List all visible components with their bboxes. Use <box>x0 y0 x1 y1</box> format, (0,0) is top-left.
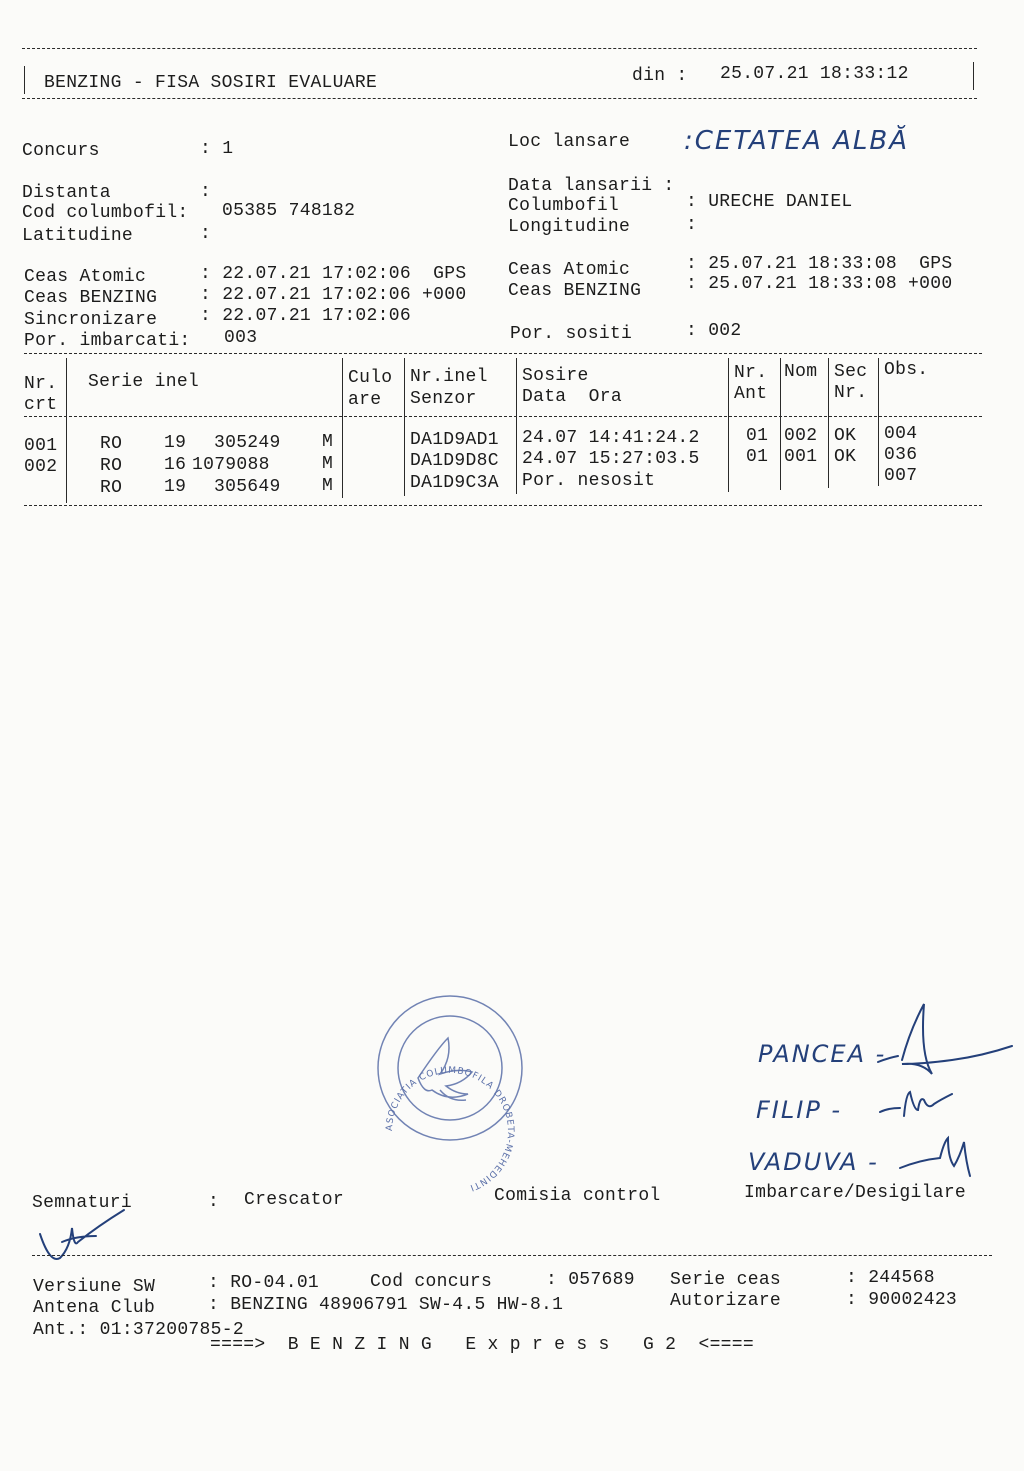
latitudine-label: Latitudine <box>22 226 134 246</box>
cod-columbofil-label: Cod columbofil: <box>22 203 189 223</box>
longitudine-label: Longitudine <box>508 217 631 237</box>
ceas-atomic-start-value: : 22.07.21 17:02:06 GPS <box>200 264 467 284</box>
cod-concurs-value: : 057689 <box>546 1270 635 1290</box>
concurs-label: Concurs <box>22 141 100 161</box>
row2-ant: 01 <box>746 447 769 467</box>
row3-obs: 007 <box>884 466 918 486</box>
signature-filip <box>880 1092 952 1116</box>
autorizare-value: : 90002423 <box>846 1290 958 1310</box>
row2-ring: 1079088 <box>192 455 270 475</box>
row1-obs: 004 <box>884 424 918 444</box>
row1-arrival: 24.07 14:41:24.2 <box>522 428 700 448</box>
row2-year: 16 <box>164 455 187 475</box>
row1-sex: M <box>322 432 334 452</box>
row3-sensor: DA1D9C3A <box>410 473 499 493</box>
ceas-benzing-end-label: Ceas BENZING <box>508 281 642 301</box>
ceas-atomic-end-label: Ceas Atomic <box>508 260 631 280</box>
footer-top-rule <box>32 1255 992 1256</box>
semnaturi-label: Semnaturi <box>32 1193 132 1213</box>
row3-year: 19 <box>164 477 187 497</box>
autorizare-label: Autorizare <box>670 1291 782 1311</box>
row1-nr: 001 <box>24 436 58 456</box>
longitudine-value: : <box>686 215 698 235</box>
handwritten-name-2: FILIP - <box>756 1096 843 1124</box>
sositi-value: : 002 <box>686 321 742 341</box>
imbarcati-label: Por. imbarcati: <box>24 331 191 351</box>
cod-columbofil-value: 05385 748182 <box>222 201 356 221</box>
row1-ring: 305249 <box>214 433 281 453</box>
col-header-sec-nr: Nr. <box>834 383 868 403</box>
row1-ant: 01 <box>746 426 769 446</box>
col-header-culo: Culo <box>348 368 393 388</box>
col-header-sosire: Sosire <box>522 366 589 386</box>
report-date-label: din : <box>632 66 688 86</box>
col-header-nr-ant: Nr. <box>734 363 768 383</box>
col-header-obs: Obs. <box>884 360 929 380</box>
row2-obs: 036 <box>884 445 918 465</box>
semnaturi-colon: : <box>208 1192 220 1212</box>
signature-vaduva <box>900 1138 970 1176</box>
col-header-nrinel: Nr.inel <box>410 367 488 387</box>
row1-country: RO <box>100 434 123 454</box>
sositi-label: Por. sositi <box>510 324 633 344</box>
col-header-nr: Nr. <box>24 374 58 394</box>
columbofil-value: : URECHE DANIEL <box>686 192 853 212</box>
col-header-are: are <box>348 390 382 410</box>
col-header-sec: Sec <box>834 362 868 382</box>
col-header-serie: Serie inel <box>88 372 200 392</box>
ceas-benzing-start-label: Ceas BENZING <box>24 288 158 308</box>
row1-nom: 002 <box>784 426 818 446</box>
antena-club-label: Antena Club <box>33 1298 156 1318</box>
versiune-sw-label: Versiune SW <box>33 1277 156 1297</box>
report-date-value: 25.07.21 18:33:12 <box>720 64 909 84</box>
row1-sec: OK <box>834 426 857 446</box>
sincronizare-value: : 22.07.21 17:02:06 <box>200 306 411 326</box>
serie-ceas-value: : 244568 <box>846 1268 935 1288</box>
row3-ring: 305649 <box>214 477 281 497</box>
distanta-value: : <box>200 182 212 202</box>
signature-crescator <box>40 1210 124 1259</box>
row2-sensor: DA1D9D8C <box>410 451 499 471</box>
row3-arrival: Por. nesosit <box>522 471 656 491</box>
crescator-label: Crescator <box>244 1190 344 1210</box>
handwritten-name-3: VADUVA - <box>748 1148 879 1176</box>
antenna-id: Ant.: 01:37200785-2 <box>33 1320 244 1340</box>
row1-year: 19 <box>164 433 187 453</box>
antena-club-value: : BENZING 48906791 SW-4.5 HW-8.1 <box>208 1295 564 1315</box>
loc-lansare-label: Loc lansare <box>508 132 631 152</box>
columbofil-label: Columbofil <box>508 196 620 216</box>
ceas-atomic-start-label: Ceas Atomic <box>24 267 147 287</box>
col-header-crt: crt <box>24 395 58 415</box>
signature-pancea <box>878 1004 1012 1074</box>
row1-sensor: DA1D9AD1 <box>410 430 499 450</box>
row3-country: RO <box>100 478 123 498</box>
sincronizare-label: Sincronizare <box>24 310 158 330</box>
document-title: BENZING - FISA SOSIRI EVALUARE <box>44 73 378 93</box>
handwritten-name-1: PANCEA - <box>758 1040 887 1068</box>
versiune-sw-value: : RO-04.01 <box>208 1273 320 1293</box>
imbarcare-desigilare-label: Imbarcare/Desigilare <box>744 1183 967 1203</box>
row2-nom: 001 <box>784 447 818 467</box>
ceas-atomic-end-value: : 25.07.21 18:33:08 GPS <box>686 254 953 274</box>
latitudine-value: : <box>200 224 212 244</box>
row2-sex: M <box>322 454 334 474</box>
row2-country: RO <box>100 456 123 476</box>
imbarcati-value: 003 <box>224 328 258 348</box>
footer-banner: ====> B E N Z I N G E x p r e s s G 2 <==== <box>210 1335 754 1355</box>
concurs-value: : 1 <box>200 139 234 159</box>
serie-ceas-label: Serie ceas <box>670 1270 782 1290</box>
row2-arrival: 24.07 15:27:03.5 <box>522 449 700 469</box>
stamp-text: ASOCIATIA COLUMBOFILA DROBETA-MEHEDINTI <box>384 1065 516 1193</box>
row2-nr: 002 <box>24 457 58 477</box>
ceas-benzing-end-value: : 25.07.21 18:33:08 +000 <box>686 274 953 294</box>
loc-lansare-value: :CETATEA ALBĂ <box>684 126 909 156</box>
row2-sec: OK <box>834 447 857 467</box>
cod-concurs-label: Cod concurs <box>370 1272 493 1292</box>
col-header-ant: Ant <box>734 384 768 404</box>
col-header-dataora: Data Ora <box>522 387 622 407</box>
comisia-control-label: Comisia control <box>494 1186 661 1206</box>
distanta-label: Distanta <box>22 183 111 203</box>
col-header-senzor: Senzor <box>410 389 477 409</box>
ceas-benzing-start-value: : 22.07.21 17:02:06 +000 <box>200 285 467 305</box>
data-lansarii-label: Data lansarii : <box>508 176 675 196</box>
col-header-nom: Nom <box>784 362 818 382</box>
row3-sex: M <box>322 476 334 496</box>
